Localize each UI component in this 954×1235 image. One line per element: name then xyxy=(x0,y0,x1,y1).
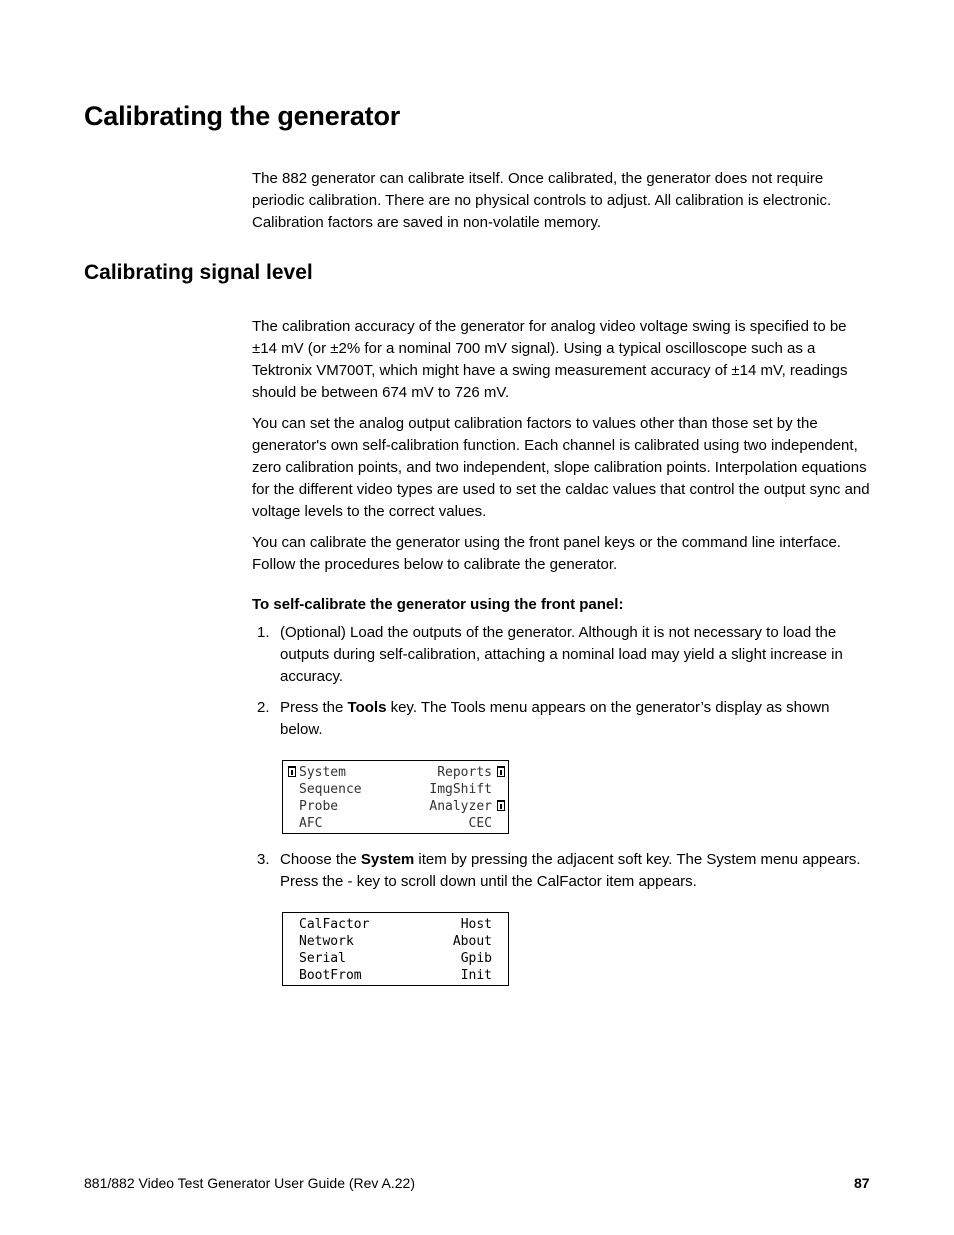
accuracy-paragraph: The calibration accuracy of the generator for analog video voltage swing is specified to be ±14 mV (or ±2% for a nominal 700 mV signal). Using a typical oscilloscope such as a Tektronix VM700T, which might have a swing measurement accuracy of ±14 mV, readings should be between 674 mV to 726 mV. xyxy=(252,318,848,401)
menu-item-cec: CEC xyxy=(468,816,492,831)
section-heading: Calibrating signal level xyxy=(84,261,313,284)
menu-item-about: About xyxy=(452,934,492,949)
step-text: Choose the System item by pressing the adjacent soft key. The System menu appears. Press the - key to scroll down until the CalFactor item appears. xyxy=(280,851,861,890)
step-text: Press the Tools key. The Tools menu appears on the generator’s display as shown below. xyxy=(280,699,830,738)
step-1 xyxy=(252,622,872,688)
soft-key-icon xyxy=(288,766,296,777)
soft-key-icon xyxy=(497,800,505,811)
system-menu-display xyxy=(282,912,509,986)
intro-paragraph: The 882 generator can calibrate itself. Once calibrated, the generator does not require periodic calibration. There are no physical controls to adjust. All calibration is electronic. Calibration factors are saved in non-volatile memory. xyxy=(252,170,832,231)
procedure-title: To self-calibrate the generator using the front panel: xyxy=(252,596,624,613)
menu-item-probe: Probe xyxy=(299,799,339,814)
step-number: 1. xyxy=(257,624,270,641)
page-number: 87 xyxy=(854,1175,870,1191)
calibrate-methods-paragraph: You can calibrate the generator using the front panel keys or the command line interface. Follow the procedures below to calibrate the generator. xyxy=(252,534,841,573)
menu-item-reports: Reports xyxy=(437,765,492,780)
system-item-label: System xyxy=(360,851,415,868)
menu-item-gpib: Gpib xyxy=(460,951,492,966)
step-number: 3. xyxy=(257,851,270,868)
menu-item-network: Network xyxy=(299,934,354,949)
menu-item-imgshift: ImgShift xyxy=(429,782,492,797)
menu-item-sequence: Sequence xyxy=(299,782,362,797)
menu-item-analyzer: Analyzer xyxy=(429,799,492,814)
calibration-factors-paragraph: You can set the analog output calibration factors to values other than those set by the generator's own self-calibration function. Each channel is calibrated using two independent, zero calibration points, and two independent, slope calibration points. Interpolation equations for the different video types are used to set the caldac values that control the output sync and voltage levels to the correct values. xyxy=(252,415,870,520)
soft-key-icon xyxy=(497,766,505,777)
tools-menu-display xyxy=(282,760,509,834)
menu-item-host: Host xyxy=(460,917,492,932)
footer-guide-title: 881/882 Video Test Generator User Guide (Rev A.22) xyxy=(84,1175,416,1191)
menu-item-system: System xyxy=(299,765,346,780)
menu-item-afc: AFC xyxy=(299,816,323,831)
menu-item-init: Init xyxy=(460,968,492,983)
tools-key-label: Tools xyxy=(347,699,387,716)
menu-item-serial: Serial xyxy=(299,951,346,966)
menu-item-bootfrom: BootFrom xyxy=(299,968,362,983)
step-number: 2. xyxy=(257,699,270,716)
step-2 xyxy=(252,697,872,741)
step-3 xyxy=(252,849,872,893)
page-title: Calibrating the generator xyxy=(84,101,401,131)
menu-item-calfactor: CalFactor xyxy=(299,917,370,932)
step-text: (Optional) Load the outputs of the generator. Although it is not necessary to load the outputs during self-calibration, attaching a nominal load may yield a slight increase in accuracy. xyxy=(280,624,843,685)
